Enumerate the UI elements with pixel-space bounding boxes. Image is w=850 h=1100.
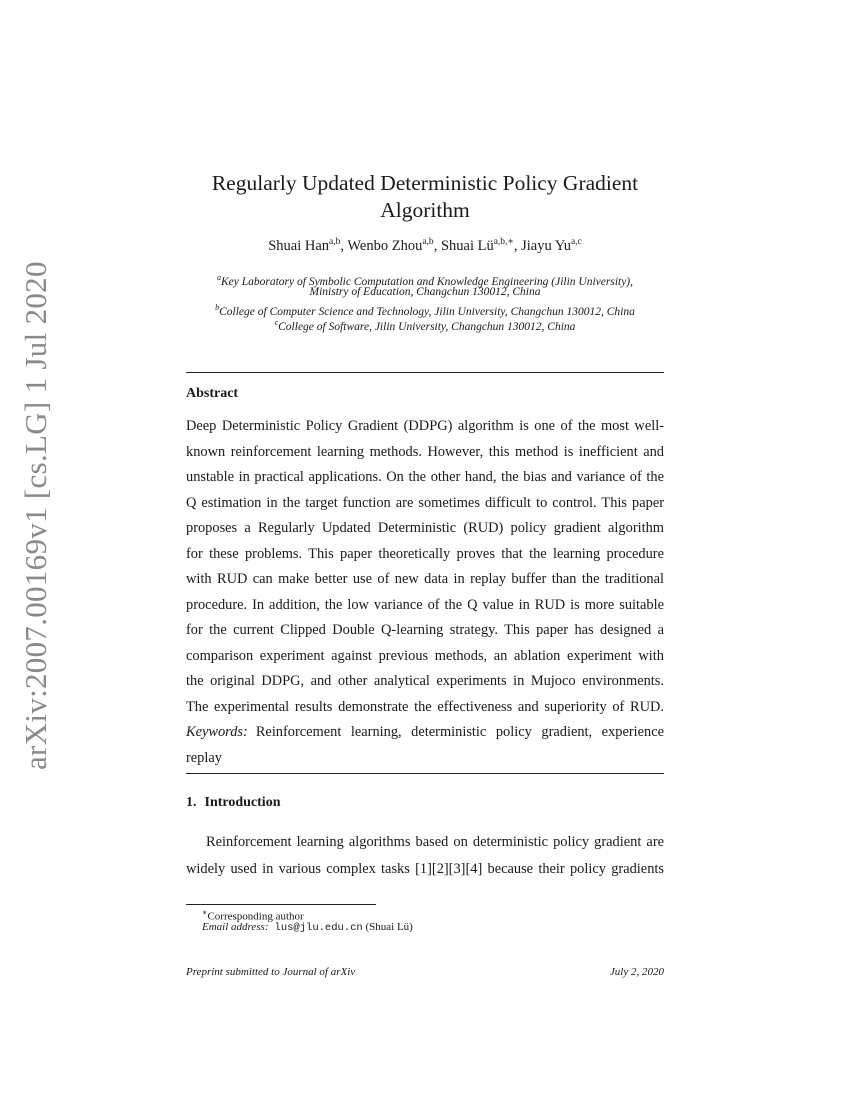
arxiv-stamp: arXiv:2007.00169v1 [cs.LG] 1 Jul 2020 bbox=[18, 261, 53, 770]
preprint-date: July 2, 2020 bbox=[609, 966, 664, 978]
keywords-line-2: replay bbox=[186, 749, 222, 766]
abstract-top-rule bbox=[186, 372, 664, 373]
affiliation-b: $^b$College of Computer Science and Technology, Jilin University, Changchun 130012, China bbox=[215, 303, 635, 318]
introduction-body bbox=[186, 829, 664, 883]
email-address[interactable]: lus@jlu.edu.cn bbox=[274, 922, 363, 934]
paper-title bbox=[186, 170, 664, 224]
intro-line: widely used in various complex tasks [1][2][3][4] because their policy gradients bbox=[186, 861, 664, 877]
section-number: 1. bbox=[186, 795, 197, 810]
abstract-line: the original DDPG, and other analytical experiments in Mujoco environments. bbox=[186, 673, 664, 689]
section-title: Introduction bbox=[204, 795, 281, 810]
email-label: Email address: bbox=[202, 921, 269, 933]
author: Jiayu Yu$^{a,c}$ bbox=[521, 237, 582, 254]
abstract-body bbox=[186, 414, 664, 771]
abstract-line: known reinforcement learning methods. However, this method is inefficient and bbox=[186, 443, 664, 460]
affiliation-a-cont: Ministry of Education, Changchun 130012, China bbox=[309, 286, 541, 298]
email-name: (Shuai Lü) bbox=[365, 921, 413, 933]
intro-line: Reinforcement learning algorithms based on deterministic policy gradient are bbox=[206, 834, 664, 850]
affiliation-c: $^c$College of Software, Jilin University, Changchun 130012, China bbox=[274, 318, 576, 333]
abstract-line: with RUD can make better use of new data in replay buffer than the traditional bbox=[186, 571, 664, 587]
abstract-line: Deep Deterministic Policy Gradient (DDPG) algorithm is one of the most well- bbox=[186, 418, 664, 434]
author: Wenbo Zhou$^{a,b}$, bbox=[347, 237, 441, 254]
footnote-corresponding: ∗Corresponding author bbox=[202, 908, 304, 923]
author: Shuai Han$^{a,b}$, bbox=[268, 237, 348, 254]
abstract-line: procedure. In addition, the low variance of the Q value in RUD is more suitable bbox=[186, 596, 664, 613]
abstract-line: comparison experiment against previous methods, an ablation experiment with bbox=[186, 647, 664, 664]
preprint-note: Preprint submitted to Journal of arXiv bbox=[186, 966, 356, 978]
abstract-line: Q estimation in the target function are sometimes difficult to control. This paper bbox=[186, 494, 664, 511]
title-line-1: Regularly Updated Deterministic Policy Gradient bbox=[211, 171, 639, 195]
section-heading-introduction bbox=[186, 795, 280, 811]
author-list bbox=[186, 236, 664, 255]
abstract-bottom-rule bbox=[186, 773, 664, 774]
abstract-line: unstable in practical applications. On the other hand, the bias and variance of the bbox=[186, 469, 664, 485]
keywords-label: Keywords: bbox=[186, 724, 248, 740]
author: Shuai $Lü^{a,b,∗}$, bbox=[440, 237, 522, 254]
footnote-rule bbox=[186, 904, 376, 905]
keywords-line bbox=[186, 720, 664, 746]
abstract-line: proposes a Regularly Updated Deterministic (RUD) policy gradient algorithm bbox=[186, 520, 664, 536]
affiliation-a: $^a$Key Laboratory of Symbolic Computation and Knowledge Engineering (Jilin University), bbox=[216, 273, 634, 288]
title-line-2: Algorithm bbox=[380, 198, 470, 222]
abstract-line: for these problems. This paper theoretically proves that the learning procedure bbox=[186, 545, 664, 562]
abstract-line: The experimental results demonstrate the effectiveness and superiority of RUD. bbox=[186, 698, 664, 715]
keywords-text: Reinforcement learning, deterministic policy gradient, experience bbox=[255, 724, 664, 740]
abstract-heading: Abstract bbox=[186, 386, 239, 401]
footnote-email bbox=[202, 920, 413, 935]
abstract-line: for the current Clipped Double Q-learning strategy. This paper has designed a bbox=[186, 622, 664, 638]
